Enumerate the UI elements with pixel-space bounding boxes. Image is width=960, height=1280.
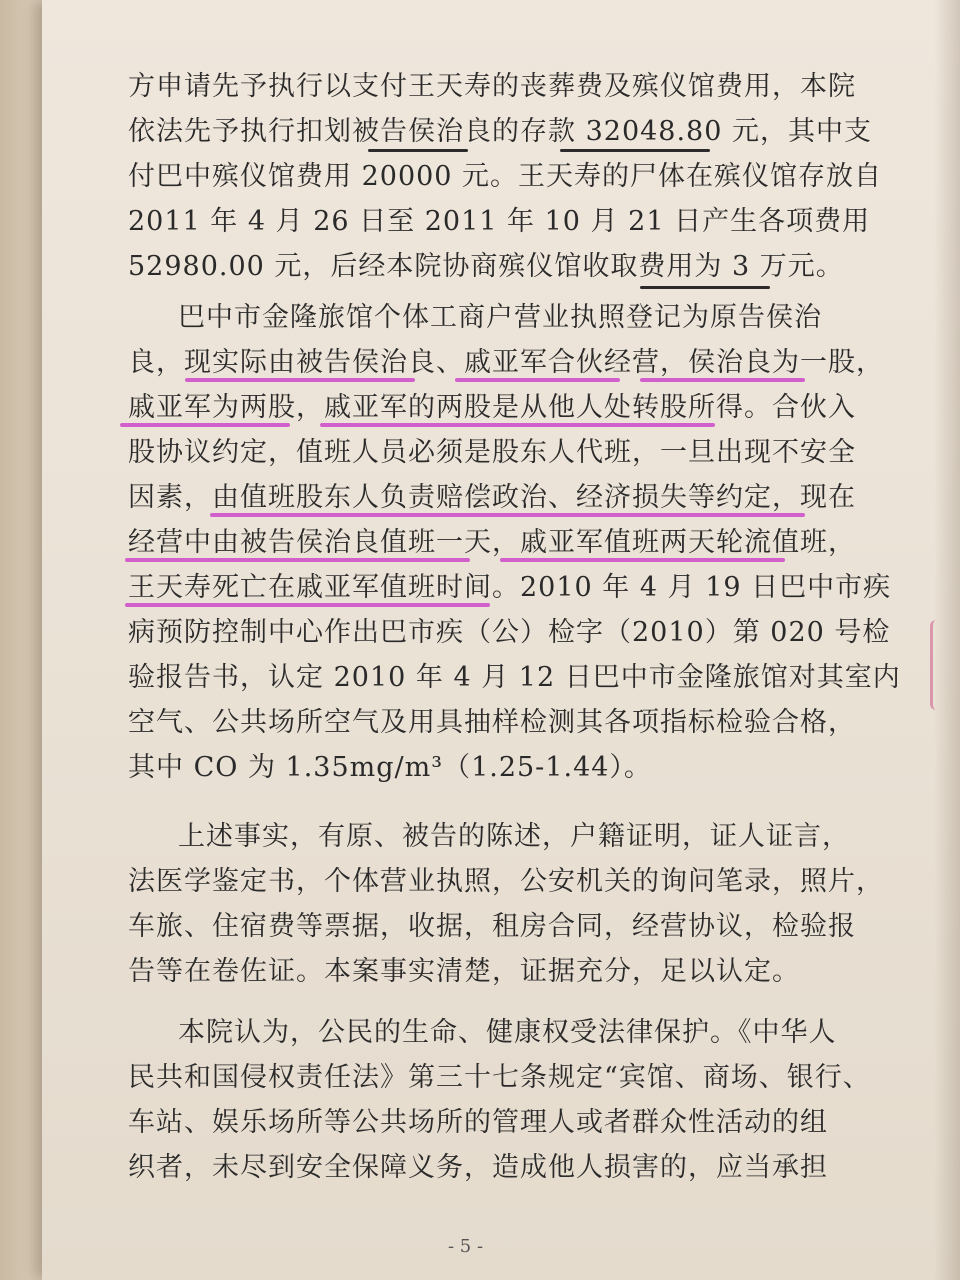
text-line-4: 2011 年 4 月 26 日至 2011 年 10 月 21 日产生各项费用	[128, 206, 871, 237]
text-line-19: 车旅、住宿费等票据，收据，租房合同，经营协议，检验报	[128, 911, 856, 942]
highlight-underline-2	[455, 378, 620, 382]
text-line-13: 病预防控制中心作出巴市疾（公）检字（2010）第 020 号检	[128, 617, 891, 648]
text-line-15: 空气、公共场所空气及用具抽样检测其各项指标检验合格，	[128, 707, 856, 738]
highlight-underline-6	[210, 513, 805, 517]
text-line-8: 戚亚军为两股，戚亚军的两股是从他人处转股所得。合伙入	[128, 392, 856, 423]
text-line-17: 上述事实，有原、被告的陈述，户籍证明，证人证言，	[178, 821, 850, 852]
text-line-1: 方申请先予执行以支付王天寿的丧葬费及殡仪馆费用，本院	[128, 71, 856, 102]
text-line-9: 股协议约定，值班人员必须是股东人代班，一旦出现不安全	[128, 437, 856, 468]
text-line-5: 52980.00 元，后经本院协商殡仪馆收取费用为 3 万元。	[128, 251, 844, 282]
highlight-underline-3	[640, 378, 805, 382]
text-line-24: 织者，未尽到安全保障义务，造成他人损害的，应当承担	[128, 1152, 828, 1183]
text-line-12: 王天寿死亡在戚亚军值班时间。2010 年 4 月 19 日巴中市疾	[128, 572, 892, 603]
text-line-16: 其中 CO 为 1.35mg/m³（1.25-1.44）。	[128, 752, 652, 783]
text-line-7: 良，现实际由被告侯治良、戚亚军合伙经营，侯治良为一股，	[128, 347, 884, 378]
highlight-underline-5	[320, 423, 715, 427]
pen-underline-name	[368, 149, 468, 152]
highlight-underline-7	[125, 558, 470, 562]
text-line-14: 验报告书，认定 2010 年 4 月 12 日巴中市金隆旅馆对其室内	[128, 662, 901, 693]
text-line-10: 因素，由值班股东人负责赔偿政治、经济损失等约定，现在	[128, 482, 856, 513]
text-line-20: 告等在卷佐证。本案事实清楚，证据充分，足以认定。	[128, 956, 800, 987]
margin-stamp-mark	[930, 620, 955, 710]
text-line-18: 法医学鉴定书，个体营业执照，公安机关的询问笔录，照片，	[128, 866, 884, 897]
pen-underline-fee	[640, 286, 770, 289]
highlight-underline-1	[185, 378, 415, 382]
text-line-11: 经营中由被告侯治良值班一天，戚亚军值班两天轮流值班，	[128, 527, 856, 558]
highlight-underline-9	[125, 603, 490, 607]
text-line-23: 车站、娱乐场所等公共场所的管理人或者群众性活动的组	[128, 1107, 828, 1138]
highlight-underline-8	[500, 558, 785, 562]
page-number: - 5 -	[448, 1236, 484, 1257]
pen-underline-amount	[560, 149, 710, 152]
text-line-6: 巴中市金隆旅馆个体工商户营业执照登记为原告侯治	[178, 302, 822, 333]
highlight-underline-4	[120, 423, 290, 427]
text-line-3: 付巴中殡仪馆费用 20000 元。王天寿的尸体在殡仪馆存放自	[128, 161, 883, 192]
text-line-22: 民共和国侵权责任法》第三十七条规定“宾馆、商场、银行、	[128, 1062, 871, 1093]
text-line-21: 本院认为，公民的生命、健康权受法律保护。《中华人	[178, 1017, 837, 1048]
text-line-2: 依法先予执行扣划被告侯治良的存款 32048.80 元，其中支	[128, 116, 872, 147]
